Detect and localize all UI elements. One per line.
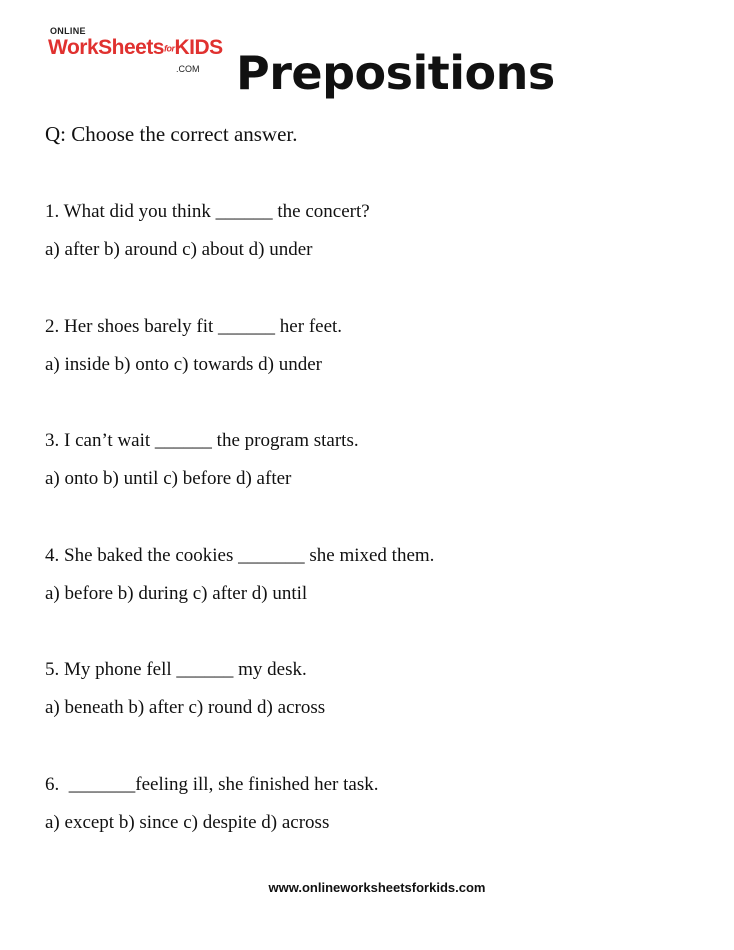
answer-options: a) inside b) onto c) towards d) under xyxy=(45,353,323,375)
question-item xyxy=(45,657,695,772)
question-item xyxy=(45,199,695,314)
footer-url: www.onlineworksheetsforkids.com xyxy=(268,880,486,895)
question-text: 3. I can’t wait ______ the program starts. xyxy=(45,430,359,451)
question-text: 6. _______feeling ill, she finished her task. xyxy=(45,773,379,795)
question-list xyxy=(45,199,695,886)
logo-kids-text: KIDS xyxy=(174,36,223,59)
logo-wordmark xyxy=(48,36,223,60)
question-item xyxy=(45,772,695,887)
site-logo xyxy=(48,26,223,80)
logo-for-text: for xyxy=(164,43,175,54)
answer-options: a) onto b) until c) before d) after xyxy=(45,468,292,489)
logo-worksheets-text: WorkSheets xyxy=(48,36,164,59)
page-title: Prepositions xyxy=(236,46,555,100)
question-text: 4. She baked the cookies _______ she mixed them. xyxy=(45,544,435,566)
logo-com-text: .COM xyxy=(176,64,200,74)
instruction-text: Q: Choose the correct answer. xyxy=(45,122,298,146)
question-item xyxy=(45,543,695,658)
question-text: 2. Her shoes barely fit ______ her feet. xyxy=(45,315,343,337)
question-text: 5. My phone fell ______ my desk. xyxy=(45,659,307,680)
question-item xyxy=(45,428,695,543)
answer-options: a) except b) since c) despite d) across xyxy=(45,811,330,833)
answer-options: a) beneath b) after c) round d) across xyxy=(45,697,326,718)
question-item xyxy=(45,314,695,429)
logo-online-text: ONLINE xyxy=(50,26,86,36)
answer-options: a) after b) around c) about d) under xyxy=(45,239,313,260)
answer-options: a) before b) during c) after d) until xyxy=(45,582,308,604)
question-text: 1. What did you think ______ the concert? xyxy=(45,201,370,222)
